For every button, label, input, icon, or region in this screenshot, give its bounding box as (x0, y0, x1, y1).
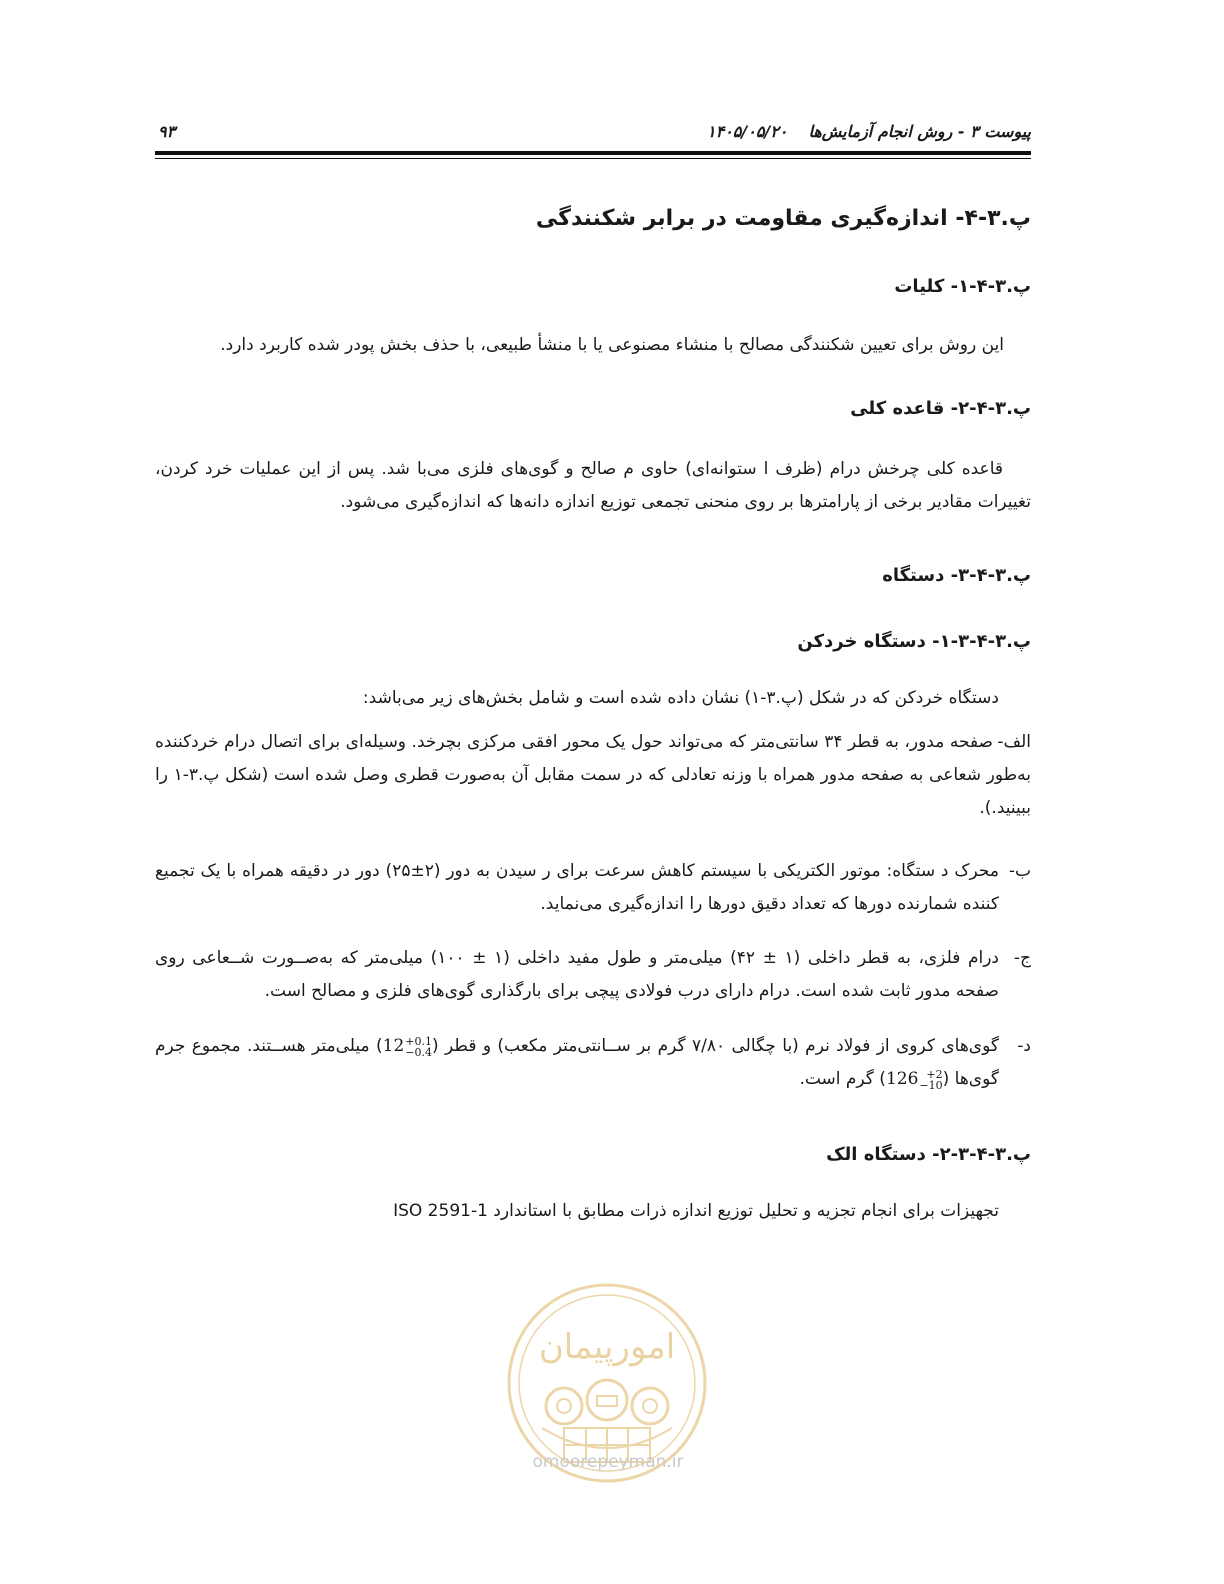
list-item-text: صفحه مدور، به قطر ۳۴ سانتی‌متر که می‌تواند حول یک محور افقی مرکزی بچرخد. وسیله‌ای برای اتصال درام خردکننده به‌طور شعاعی به صفحه مدور همراه با وزنه تعادلی که در سمت مقابل آن به‌صورت قطری وصل شده است (شکل پ.۳-۱ را ببینید.). (155, 732, 1031, 818)
ball-mass-lower: −10 (919, 1078, 943, 1092)
list-item-text (155, 1030, 999, 1096)
list-item-text: محرک د ستگاه: موتور الکتریکی با سیستم کاهش سرعت برای ر سیدن به دور (۲±۲۵) دور در دقیقه همراه با یک تجمیع کننده شمارنده دورها که تعداد دقیق دورها را اندازه‌گیری می‌نماید. (155, 861, 1000, 914)
header-rule-thick (155, 151, 1031, 155)
list-marker: د- (1017, 1036, 1031, 1056)
list-item (155, 726, 1031, 825)
ball-diameter-upper: +0.1 (405, 1034, 433, 1048)
item-text-part3: ) گرم است. (799, 1069, 886, 1089)
sieve-heading: پ.۳-۴-۳-۲- دستگاه الک (826, 1144, 1031, 1165)
principle-heading: پ.۳-۴-۲- قاعده کلی (850, 398, 1031, 419)
crusher-heading: پ.۳-۴-۳-۱- دستگاه خردکن (797, 631, 1031, 652)
general-paragraph: این روش برای تعیین شکنندگی مصالح با منشاء مصنوعی یا با منشأ طبیعی، با حذف بخش پودر شده کاربرد دارد. (220, 335, 1004, 355)
section-heading: پ.۳-۴- اندازه‌گیری مقاومت در برابر شکنندگی (535, 206, 1031, 231)
list-marker: ج- (1013, 948, 1031, 968)
header-date: ۱۴۰۵/۰۵/۲۰ (707, 122, 788, 141)
ball-diameter-value: 12 (382, 1036, 405, 1056)
header-title: پیوست ۳ - روش انجام آزمایش‌ها (808, 122, 1031, 141)
list-item-text: درام فلزی، به قطر داخلی (۱ ± ۴۲) میلی‌متر و طول مفید داخلی (۱ ± ۱۰۰) میلی‌متر که به‌صــورت شــعاعی روی صفحه مدور ثابت شده است. درام دارای درب فولادی پیچی برای بارگذاری گوی‌های فلزی و مصالح است. (155, 948, 999, 1001)
list-marker: الف- (997, 732, 1031, 752)
general-heading: پ.۳-۴-۱- کلیات (894, 276, 1031, 297)
page-number: ۹۳ (158, 122, 176, 141)
item-text-part1: گوی‌های کروی از فولاد نرم (با چگالی ۷/۸۰ گرم بر ســانتی‌متر مکعب) و قطر ( (432, 1036, 999, 1056)
page-header (155, 118, 1031, 146)
ball-diameter-lower: −0.4 (405, 1045, 433, 1059)
crusher-intro: دستگاه خردکن که در شکل (پ.۳-۱) نشان داده شده است و شامل بخش‌های زیر می‌باشد: (362, 688, 999, 708)
ball-mass-value: 126 (885, 1069, 919, 1089)
ball-mass-formula (886, 1063, 943, 1096)
item-text-part2: ) میلی‌متر هســتند. مجموع جرم گوی‌ها ( (155, 1036, 999, 1089)
list-marker: ب- (1008, 861, 1031, 881)
header-rule-thin (155, 158, 1031, 159)
ball-mass-upper: +2 (926, 1067, 943, 1081)
watermark-logo-text: امورپیمان (538, 1327, 676, 1367)
list-item (155, 942, 1031, 1008)
ball-diameter-formula (383, 1030, 432, 1063)
watermark-url: omoorepeyman.ir (532, 1452, 684, 1472)
apparatus-heading: پ.۳-۴-۳- دستگاه (882, 565, 1031, 586)
sieve-paragraph: تجهیزات برای انجام تجزیه و تحلیل توزیع اندازه ذرات مطابق با استاندارد ISO 2591-1 (393, 1201, 999, 1221)
list-item (155, 855, 1031, 921)
principle-paragraph: قاعده کلی چرخش درام (ظرف ا ستوانه‌ای) حاوی م صالح و گوی‌های فلزی می‌با شد. پس از این عملیات خرد کردن، تغییرات مقادیر برخی از پارامترها بر روی منحنی تجمعی توزیع اندازه دانه‌ها که اندازه‌گیری می‌شود. (155, 459, 1031, 512)
list-item (155, 1030, 1031, 1096)
